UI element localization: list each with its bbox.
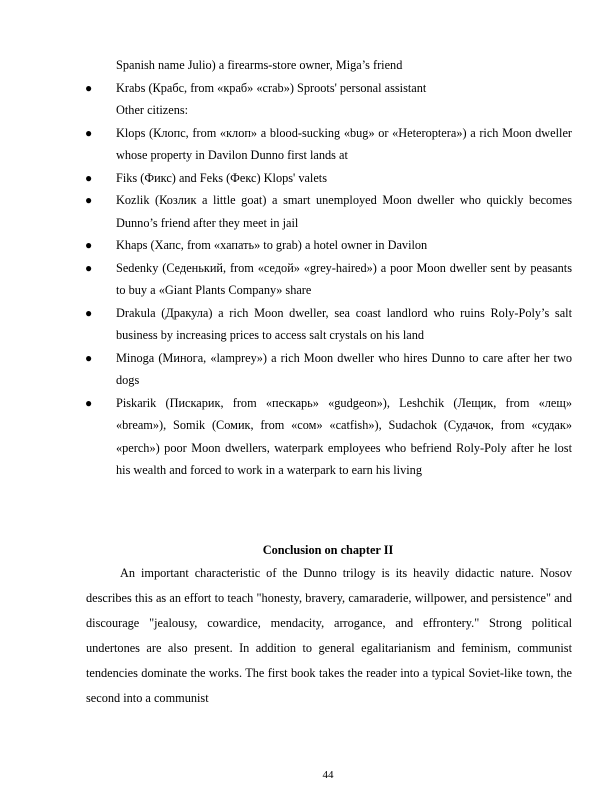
other-citizens-label: Other citizens: [116,103,189,117]
bullet-icon: ● [85,260,93,275]
bullet-icon: ● [85,350,93,365]
list-item: ● Sedenky (Седенький, from «седой» «grey-haired») a poor Moon dweller sent by peasants to buy a «Giant Plants Company» share [84,257,572,302]
list-item: ● Klops (Клопс, from «клоп» a blood-sucking «bug» or «Heteroptera») a rich Moon dweller whose property in Davilon Dunno first lands at [84,122,572,167]
list-item-krabs: ● Krabs (Крабс, from «краб» «crab») Sproots' personal assistant [84,77,572,100]
list-item: ● Khaps (Хапс, from «хапать» to grab) a hotel owner in Davilon [84,234,572,257]
bullet-icon: ● [85,125,93,140]
character-list [84,54,572,482]
bullet-icon: ● [85,305,93,320]
conclusion-paragraph: An important characteristic of the Dunno trilogy is its heavily didactic nature. Nosov describes this as an effort to teach "honesty, bravery, camaraderie, willpower, and persistence" and discourage "jealousy, cowardice, mendacity, arrogance, and effrontery." Strong political undertones are also present. In addition to general egalitarianism and feminism, communist tendencies dominate the works. The first book takes the reader into a typical Soviet-like town, the second into a communist [86,566,572,705]
bullet-icon: ● [85,193,93,207]
list-continuation-line: Spanish name Julio) a firearms-store owner, Miga’s friend [116,58,403,72]
bullet-icon: ● [85,80,93,95]
bullet-icon: ● [85,170,93,185]
list-item: ● Piskarik (Пискарик, from «пескарь» «gudgeon»), Leshchik (Лещик, from «лещ» «bream»), Somik (Сомик, from «сом» «catfish»), Sudachok (Судачок, from «судак» «perch») poor Moon dwellers, waterpark employees who befriend Roly-Poly after he lost his wealth and forced to work in a waterpark to earn his living [84,392,572,482]
list-item: ● Drakula (Дракула) a rich Moon dweller, sea coast landlord who ruins Roly-Poly’s salt business by increasing prices to access salt crystals on his land [84,302,572,347]
bullet-icon: ● [85,395,93,410]
bullet-icon: ● [85,238,93,252]
page-number: 44 [322,769,334,781]
list-item: ● Fiks (Фикс) and Feks (Фекс) Klops' valets [84,167,572,190]
list-item: ● Kozlik (Козлик a little goat) a smart unemployed Moon dweller who quickly becomes Dunno’s friend after they meet in jail [84,189,572,234]
section-heading: Conclusion on chapter II [262,543,394,557]
list-item: ● Minoga (Минога, «lamprey») a rich Moon dweller who hires Dunno to care after her two dogs [84,347,572,392]
